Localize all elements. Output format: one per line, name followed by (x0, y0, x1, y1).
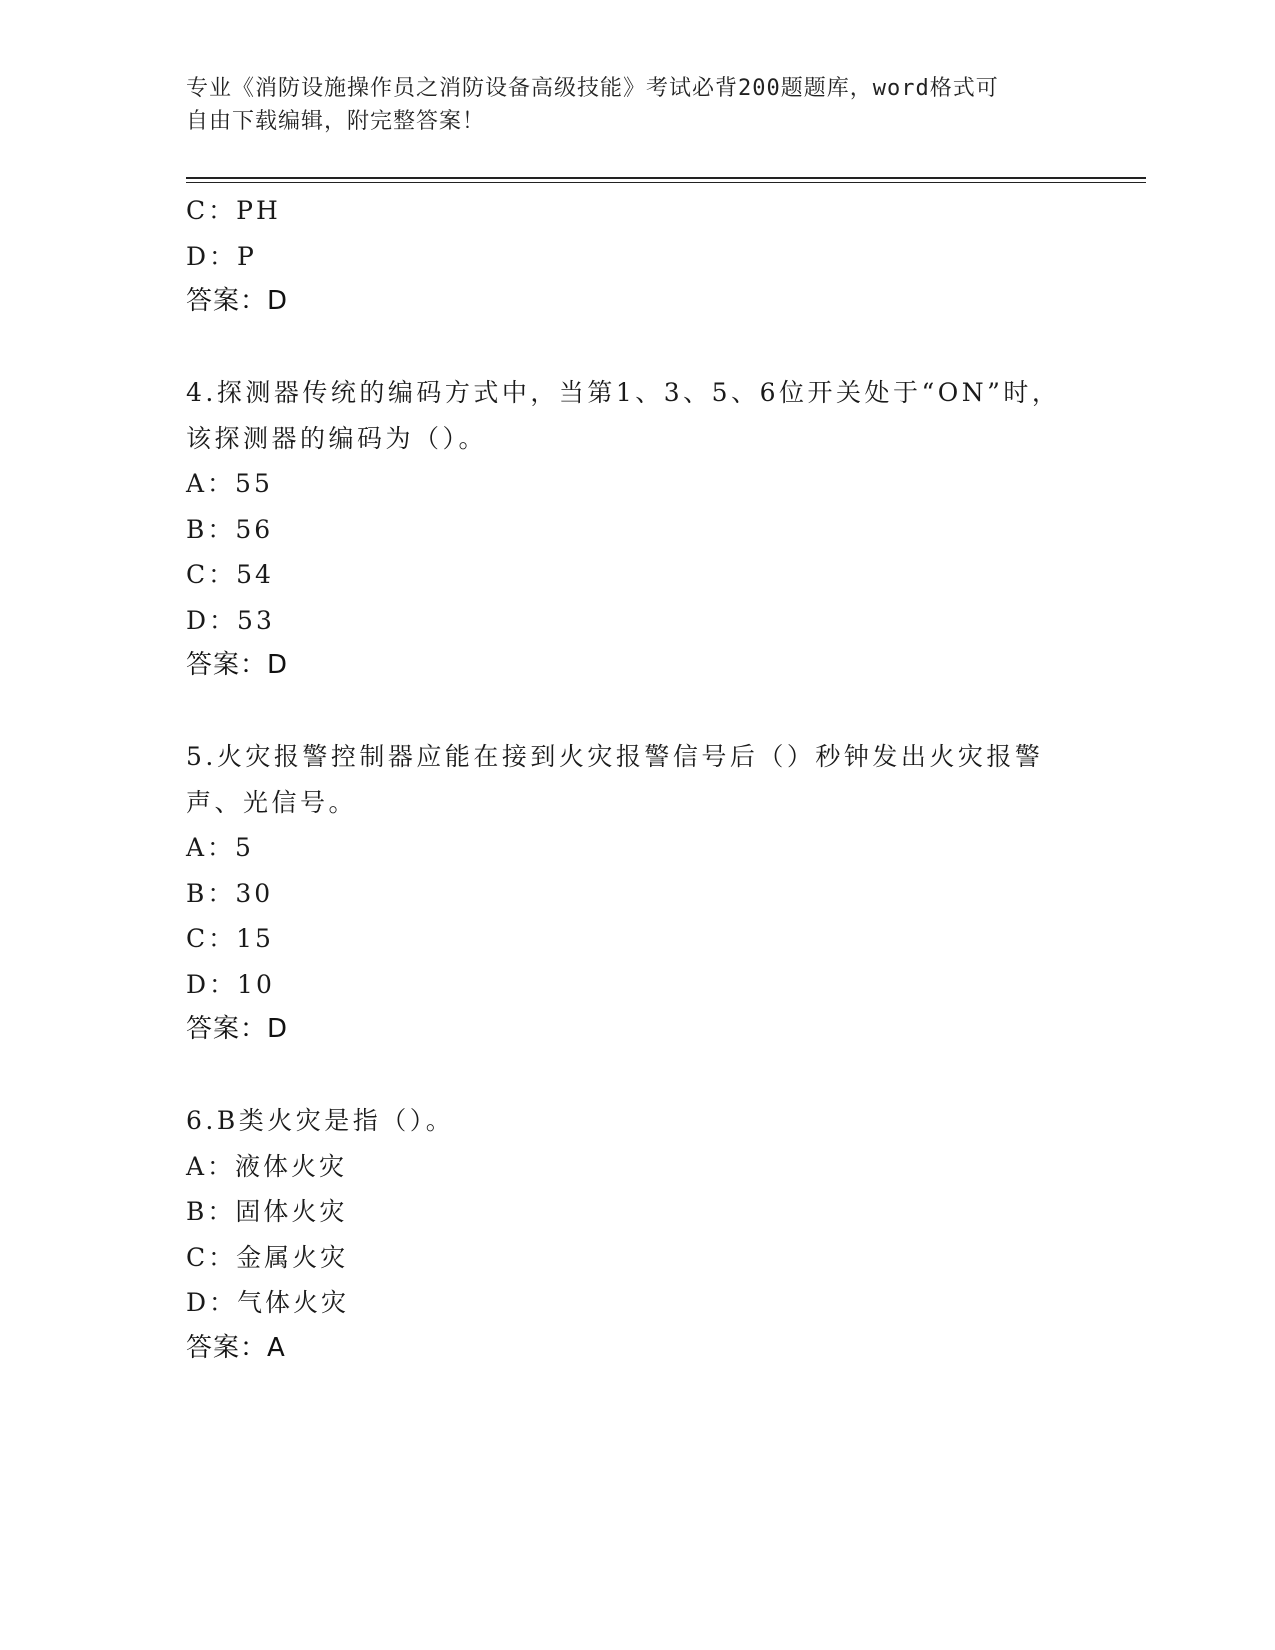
question-4 (186, 370, 1086, 689)
question-stem-line-2: 声、光信号。 (186, 787, 358, 817)
option-c: C：15 (186, 924, 274, 953)
option-b: B：固体火灾 (186, 1197, 348, 1226)
question-stem-line-2: 该探测器的编码为（）。 (186, 423, 488, 453)
option-c: C：金属火灾 (186, 1242, 349, 1272)
answer-line: 答案：A (186, 1332, 286, 1363)
header-title-line-1: 专业《消防设施操作员之消防设备高级技能》考试必背200题题库，word格式可 (186, 76, 999, 101)
option-a: A：液体火灾 (186, 1151, 348, 1181)
option-a: A：55 (186, 469, 273, 498)
document-header (186, 72, 1086, 138)
option-a: A：5 (186, 833, 254, 862)
question-3-continued (186, 188, 1086, 325)
question-stem-line-1: 4.探测器传统的编码方式中，当第1、3、5、6位开关处于“ON”时， (186, 378, 1061, 407)
question-stem-line-1: 6.B类火灾是指（）。 (186, 1106, 455, 1135)
question-5 (186, 734, 1086, 1053)
header-divider-thin (186, 182, 1146, 183)
option-d: D：气体火灾 (186, 1288, 350, 1317)
option-d: D：P (186, 241, 257, 271)
option-d: D：10 (186, 969, 275, 999)
option-b: B：30 (186, 878, 274, 908)
spacer (186, 1053, 1086, 1099)
question-stem-line-1: 5.火灾报警控制器应能在接到火灾报警信号后（）秒钟发出火灾报警 (186, 742, 1044, 771)
header-divider-thick (186, 177, 1146, 179)
answer-line: 答案：D (186, 1014, 289, 1044)
answer-line: 答案：D (186, 650, 289, 680)
spacer (186, 689, 1086, 735)
question-6 (186, 1098, 1086, 1371)
option-c: C：PH (186, 196, 281, 225)
option-b: B：56 (186, 514, 274, 544)
spacer (186, 325, 1086, 371)
option-d: D：53 (186, 605, 275, 635)
question-list (186, 188, 1086, 1371)
header-title-line-2: 自由下载编辑，附完整答案！ (186, 109, 486, 134)
option-c: C：54 (186, 560, 274, 589)
answer-line: 答案：D (186, 286, 289, 316)
